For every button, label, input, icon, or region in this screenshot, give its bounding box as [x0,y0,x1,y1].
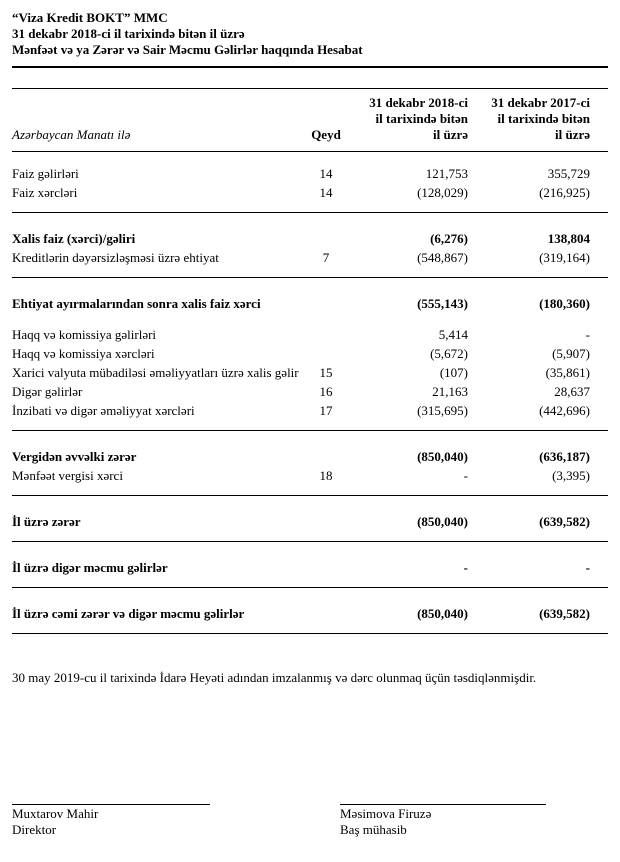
table-row [12,447,608,466]
row-note: 14 [319,184,333,200]
row-label: Digər gəlirlər [12,383,83,399]
row-amount-2018: (107) [439,364,468,380]
row-amount-2017: - [585,326,590,342]
row-amount-2018: (128,029) [417,184,468,200]
row-label: Mənfəət vergisi xərci [12,467,123,483]
row-note: 15 [319,364,333,380]
row-note: 7 [322,249,330,265]
period-2018-header-text: 31 dekabr 2018-ci il tarixində bitən il üzrə [369,95,468,142]
row-amount-2017: 138,804 [547,230,590,246]
table-row [12,294,608,313]
report-period: 31 dekabr 2018-ci il tarixində bitən il üzrə [12,26,245,41]
table-row [12,229,608,248]
section-divider [12,541,608,542]
row-note: 14 [319,165,333,181]
row-amount-2017: (319,164) [539,249,590,265]
section-divider [12,495,608,496]
row-amount-2017: 28,637 [554,383,590,399]
row-amount-2018: 5,414 [438,326,468,342]
row-amount-2017: - [585,559,590,575]
period-2018-header [348,95,468,143]
row-amount-2017: (639,582) [539,605,590,621]
row-amount-2018: (850,040) [417,513,468,529]
table-row [12,183,608,202]
table-row [12,164,608,183]
row-amount-2018: (555,143) [417,295,468,311]
row-label: İl üzrə zərər [12,513,81,529]
signature-title: Baş mühasib [340,822,407,837]
row-note: 16 [319,383,333,399]
row-amount-2017: (216,925) [539,184,590,200]
table-row [12,512,608,531]
row-label: Ehtiyat ayırmalarından sonra xalis faiz xərci [12,295,261,311]
row-amount-2017: 355,729 [547,165,590,181]
row-label: Faiz gəlirləri [12,165,79,181]
row-amount-2018: 21,163 [432,383,468,399]
period-2017-header-text: 31 dekabr 2017-ci il tarixində bitən il üzrə [491,95,590,142]
row-label: Kreditlərin dəyərsizləşməsi üzrə ehtiyat [12,249,219,265]
table-row [12,466,608,485]
row-amount-2017: (636,187) [539,448,590,464]
row-label: Haqq və komissiya gəlirləri [12,326,157,342]
statement-title: Mənfəət və ya Zərər və Sair Məcmu Gəlirlər haqqında Hesabat [12,42,363,57]
table-row [12,248,608,267]
signature-chief-accountant [340,804,546,838]
row-label: Xalis faiz (xərci)/gəliri [12,230,136,246]
section-divider [12,633,608,634]
row-amount-2018: (6,276) [430,230,468,246]
signature-name: Muxtarov Mahir [12,806,99,821]
row-amount-2017: (639,582) [539,513,590,529]
section-divider [12,430,608,431]
row-label: İl üzrə digər məcmu gəlirlər [12,559,168,575]
currency-label: Azərbaycan Manatı ilə [12,127,131,142]
approval-note: 30 may 2019-cu il tarixində İdarə Heyəti adından imzalanmış və dərc olunmaq üçün təsdiqlənmişdir. [12,670,537,685]
row-amount-2018: (850,040) [417,448,468,464]
row-label: Faiz xərcləri [12,184,78,200]
section-divider [12,587,608,588]
row-amount-2017: (442,696) [539,402,590,418]
table-row [12,382,608,401]
section-divider [12,277,608,278]
document-header [12,10,608,68]
signature-director [12,804,210,838]
table-row [12,325,608,344]
period-2017-header [468,95,608,143]
table-rows [12,152,608,634]
row-amount-2017: (35,861) [545,364,590,380]
table-column-headers [12,88,608,152]
row-amount-2018: - [463,559,468,575]
table-row [12,401,608,420]
row-amount-2018: (850,040) [417,605,468,621]
section-divider [12,212,608,213]
table-row [12,344,608,363]
row-label: Haqq və komissiya xərcləri [12,345,155,361]
signature-title: Direktor [12,822,57,837]
company-name: “Viza Kredit BOKT” MMC [12,10,168,25]
row-amount-2018: (315,695) [417,402,468,418]
signature-block [12,804,608,838]
row-label: İl üzrə cəmi zərər və digər məcmu gəlirlər [12,605,245,621]
row-label: Vergidən əvvəlki zərər [12,448,137,464]
row-amount-2018: 121,753 [425,165,468,181]
row-amount-2018: (548,867) [417,249,468,265]
row-amount-2017: (5,907) [552,345,590,361]
signature-name: Məsimova Firuzə [340,806,432,821]
row-note: 17 [319,402,333,418]
table-row [12,363,608,382]
row-amount-2018: (5,672) [430,345,468,361]
row-amount-2017: (3,395) [552,467,590,483]
row-note: 18 [319,467,333,483]
note-column-header: Qeyd [311,127,341,142]
table-row [12,604,608,623]
row-label: İnzibati və digər əməliyyat xərcləri [12,402,195,418]
row-amount-2017: (180,360) [539,295,590,311]
row-label: Xarici valyuta mübadiləsi əməliyyatları üzrə xalis gəlir [12,364,299,380]
row-amount-2018: - [463,467,468,483]
table-row [12,558,608,577]
